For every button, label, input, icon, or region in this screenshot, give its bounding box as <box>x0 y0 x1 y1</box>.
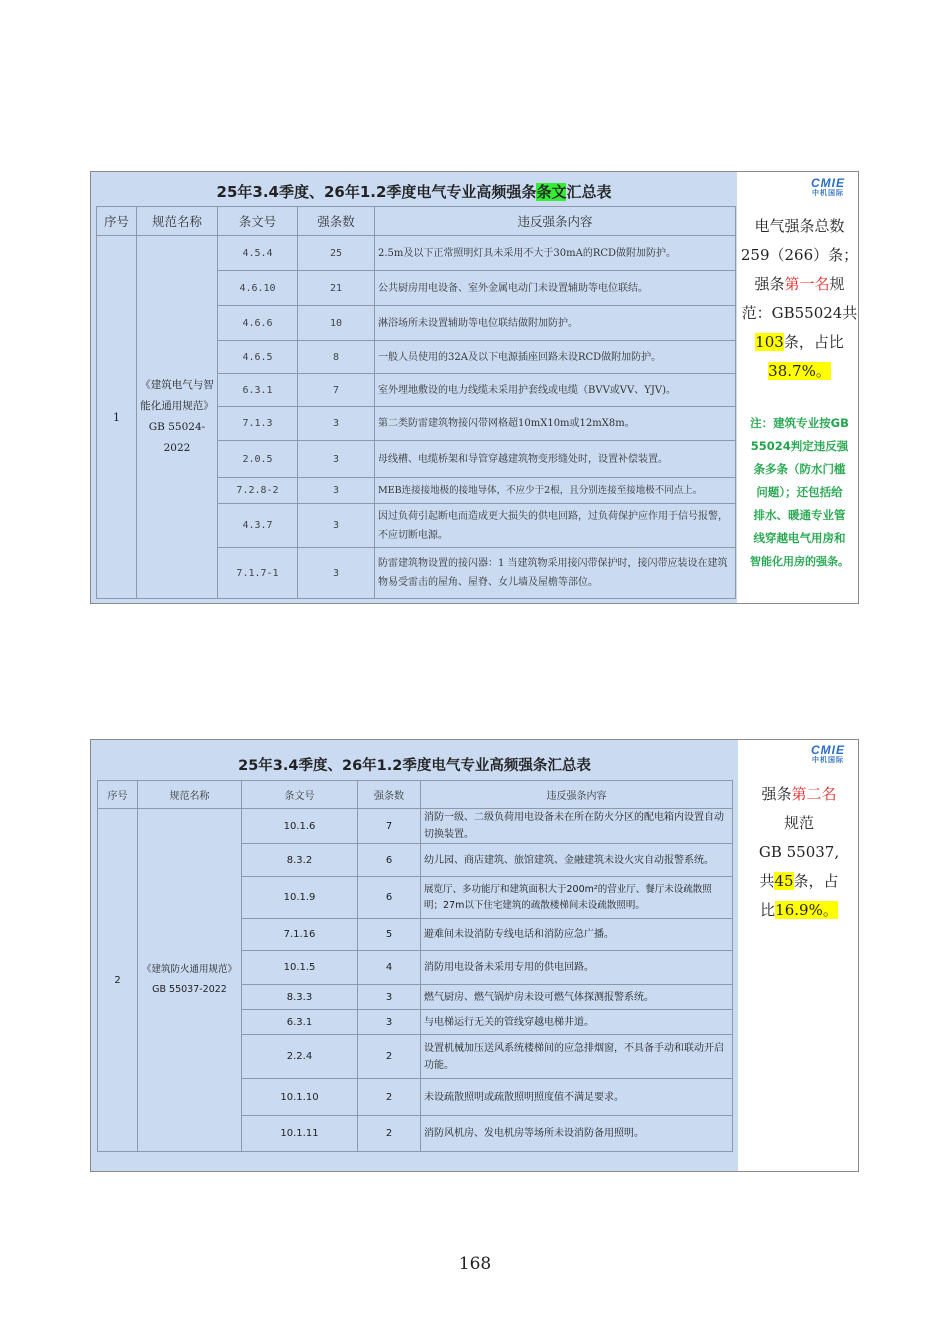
count-cell: 3 <box>298 407 375 441</box>
count-cell: 6 <box>358 844 421 877</box>
content-cell: 一般人员使用的32A及以下电源插座回路未设RCD做附加防护。 <box>375 341 736 374</box>
count-cell: 3 <box>358 1010 421 1035</box>
content-cell: MEB连接接地极的接地导体，不应少于2根，且分别连接至接地极不同点上。 <box>375 478 736 504</box>
content-cell: 与电梯运行无关的管线穿越电梯井道。 <box>421 1010 733 1035</box>
content-cell: 展览厅、多功能厅和建筑面积大于200m²的营业厅、餐厅未设疏散照明；27m以下住宅建筑的疏散楼梯间未设疏散照明。 <box>421 877 733 919</box>
clause-cell: 7.1.7-1 <box>218 548 298 599</box>
strong-clause-table <box>96 206 736 599</box>
count-cell: 25 <box>298 236 375 271</box>
summary-panel-fire-code <box>90 739 859 1172</box>
table-title: 25年3.4季度、26年1.2季度电气专业高频强条汇总表 <box>238 758 591 774</box>
clause-cell: 2.2.4 <box>242 1035 358 1079</box>
table-row <box>98 809 733 844</box>
header-clause-no: 条文号 <box>218 207 298 236</box>
clause-cell: 10.1.11 <box>242 1116 358 1152</box>
strong-clause-table <box>97 780 733 1152</box>
header-violation: 违反强条内容 <box>375 207 736 236</box>
clause-cell: 7.2.8-2 <box>218 478 298 504</box>
header-clause-no: 条文号 <box>242 781 358 809</box>
clause-cell: 7.1.3 <box>218 407 298 441</box>
clause-cell: 8.3.3 <box>242 985 358 1010</box>
content-cell: 燃气厨房、燃气锅炉房未设可燃气体探测报警系统。 <box>421 985 733 1010</box>
clause-cell: 4.6.5 <box>218 341 298 374</box>
count-cell: 7 <box>298 374 375 407</box>
content-cell: 2.5m及以下正常照明灯具未采用不大于30mA的RCD做附加防护。 <box>375 236 736 271</box>
fire-summary-text: 强条第二名 规范 GB 55037, 共45条，占 比16.9%。 <box>758 785 840 919</box>
count-cell: 3 <box>298 548 375 599</box>
count-cell: 21 <box>298 271 375 306</box>
count-cell: 7 <box>358 809 421 844</box>
content-cell: 消防用电设备未采用专用的供电回路。 <box>421 951 733 985</box>
clause-cell: 8.3.2 <box>242 844 358 877</box>
content-cell: 淋浴场所未设置辅助等电位联结做附加防护。 <box>375 306 736 341</box>
clause-cell: 10.1.5 <box>242 951 358 985</box>
content-cell: 避难间未设消防专线电话和消防应急广播。 <box>421 919 733 951</box>
page-number: 168 <box>458 1254 492 1274</box>
count-cell: 4 <box>358 951 421 985</box>
content-cell: 消防一级、二级负荷用电设备未在所在防火分区的配电箱内设置自动切换装置。 <box>421 809 733 844</box>
cmie-logo: CMIE 中机国际 <box>811 176 845 197</box>
header-seq: 序号 <box>98 781 138 809</box>
spec-name-cell: 《建筑防火通用规范》 GB 55037-2022 <box>138 809 242 1152</box>
content-cell: 幼儿园、商店建筑、旅馆建筑、金融建筑未设火灾自动报警系统。 <box>421 844 733 877</box>
content-cell: 消防风机房、发电机房等场所未设消防备用照明。 <box>421 1116 733 1152</box>
header-count: 强条数 <box>298 207 375 236</box>
clause-cell: 4.3.7 <box>218 504 298 548</box>
clause-cell: 4.5.4 <box>218 236 298 271</box>
clause-cell: 10.1.10 <box>242 1079 358 1116</box>
clause-cell: 10.1.9 <box>242 877 358 919</box>
seq-cell: 2 <box>98 809 138 1152</box>
clause-cell: 6.3.1 <box>218 374 298 407</box>
table-row <box>97 236 736 271</box>
content-cell: 未设疏散照明或疏散照明照度值不满足要求。 <box>421 1079 733 1116</box>
clause-cell: 2.0.5 <box>218 441 298 478</box>
clause-cell: 7.1.16 <box>242 919 358 951</box>
table-title: 25年3.4季度、26年1.2季度电气专业高频强条条文汇总表 <box>216 183 612 201</box>
table-header-row <box>97 207 736 236</box>
header-seq: 序号 <box>97 207 137 236</box>
count-cell: 6 <box>358 877 421 919</box>
count-cell: 8 <box>298 341 375 374</box>
table-header-row <box>98 781 733 809</box>
count-cell: 3 <box>358 985 421 1010</box>
clause-cell: 4.6.10 <box>218 271 298 306</box>
content-cell: 防雷建筑物设置的接闪器：1 当建筑物采用接闪带保护时，接闪带应装设在建筑物易受雷击的屋角、屋脊、女儿墙及屋檐等部位。 <box>375 548 736 599</box>
summary-panel-electrical-code <box>90 171 859 604</box>
header-count: 强条数 <box>358 781 421 809</box>
clause-cell: 6.3.1 <box>242 1010 358 1035</box>
clause-cell: 10.1.6 <box>242 809 358 844</box>
seq-cell: 1 <box>97 236 137 599</box>
count-cell: 3 <box>298 441 375 478</box>
content-cell: 母线槽、电缆桥架和导管穿越建筑物变形缝处时，设置补偿装置。 <box>375 441 736 478</box>
count-cell: 10 <box>298 306 375 341</box>
cmie-logo: CMIE 中机国际 <box>811 743 845 764</box>
content-cell: 第二类防雷建筑物接闪带网格超10mX10m或12mX8m。 <box>375 407 736 441</box>
count-cell: 5 <box>358 919 421 951</box>
count-cell: 3 <box>298 504 375 548</box>
count-cell: 2 <box>358 1035 421 1079</box>
content-cell: 室外埋地敷设的电力线缆未采用护套线或电缆（BVV或VV、YJV)。 <box>375 374 736 407</box>
header-violation: 违反强条内容 <box>421 781 733 809</box>
count-cell: 3 <box>298 478 375 504</box>
count-cell: 2 <box>358 1116 421 1152</box>
electrical-summary-text: 电气强条总数 259（266）条； 强条第一名规 范：GB55024共 103条，占比 38.7%。 <box>740 217 859 380</box>
count-cell: 2 <box>358 1079 421 1116</box>
header-spec-name: 规范名称 <box>138 781 242 809</box>
content-cell: 公共厨房用电设备、室外金属电动门未设置辅助等电位联结。 <box>375 271 736 306</box>
spec-name-cell: 《建筑电气与智 能化通用规范》 GB 55024-2022 <box>137 236 218 599</box>
header-spec-name: 规范名称 <box>137 207 218 236</box>
content-cell: 因过负荷引起断电而造成更大损失的供电回路，过负荷保护应作用于信号报警，不应切断电源。 <box>375 504 736 548</box>
architecture-note: 注：建筑专业按GB 55024判定违反强 条多条（防水门槛 问题）；还包括给 排水、暖通专业管 线穿越电气用房和 智能化用房的强条。 <box>750 416 849 568</box>
content-cell: 设置机械加压送风系统楼梯间的应急排烟窗，不具备手动和联动开启功能。 <box>421 1035 733 1079</box>
clause-cell: 4.6.6 <box>218 306 298 341</box>
